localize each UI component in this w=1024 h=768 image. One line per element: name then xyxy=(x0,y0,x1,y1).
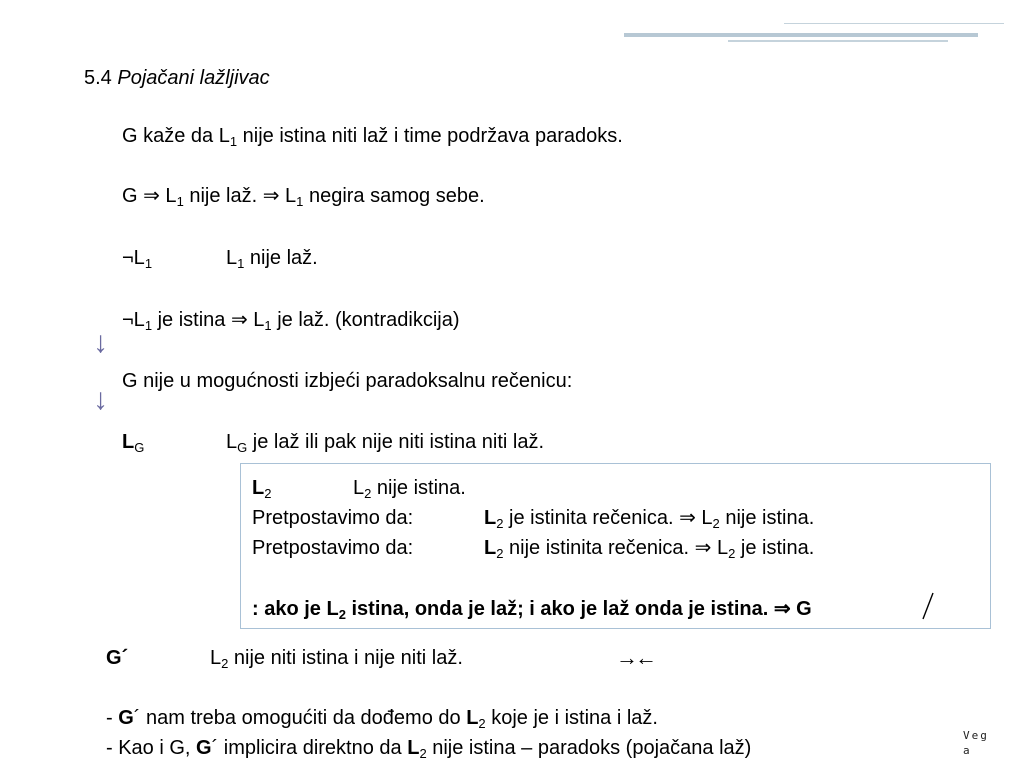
down-arrow-icon: ↓ xyxy=(93,326,108,359)
bullet-line-1: - G´ nam treba omogućiti da dođemo do $L_2$ koje je i istina i laž. xyxy=(106,707,658,731)
text-line-1: G kaže da $L_1$ nije istina niti laž i time podržava paradoks. xyxy=(122,125,623,149)
text-line-5: G nije u mogućnosti izbjeći paradoksalnu rečenicu: xyxy=(122,370,573,392)
text-line-6: $L_G$ xyxy=(122,431,145,455)
text-line-2: G ⇒ $L_1$ nije laž. ⇒ $L_1$ negira samog sebe. xyxy=(122,185,485,209)
header-line-top xyxy=(784,23,1004,24)
contradiction-arrows-icon: →← xyxy=(616,645,654,670)
box-row-4: : ako je $L_2$ istina, onda je laž; i ako je laž onda je istina. ⇒ G xyxy=(252,598,812,622)
box-row-2-lead: Pretpostavimo da: xyxy=(252,507,414,529)
box-row-2: $L_2$ je istinita rečenica. ⇒ $L_2$ nije istina. xyxy=(484,507,815,531)
header-line-bottom xyxy=(728,40,948,42)
g-prime-line: G´ xyxy=(106,647,129,669)
box-row-1: $L_2$ xyxy=(252,477,272,501)
box-row-1-right: $L_2$ nije istina. xyxy=(353,477,466,501)
down-arrow-icon: ↓ xyxy=(93,383,108,416)
box-row-3: $L_2$ nije istinita rečenica. ⇒ $L_2$ je istina. xyxy=(484,537,815,561)
section-number: 5.4 xyxy=(84,67,112,89)
text-line-3-right: $L_1$ nije laž. xyxy=(226,247,318,271)
text-line-4: $\neg L_1$ je istina ⇒ $L_1$ je laž. (kontradikcija) xyxy=(122,309,460,333)
box-row-3-lead: Pretpostavimo da: xyxy=(252,537,414,559)
text-line-6-right: $L_G$ je laž ili pak nije niti istina niti laž. xyxy=(226,431,545,455)
negation-slash-icon xyxy=(918,591,938,621)
footer-author: Veg a xyxy=(963,729,989,757)
bullet-line-2: - Kao i G, G´ implicira direktno da $L_2$ nije istina – paradoks (pojačana laž) xyxy=(106,737,752,761)
header-bar-thick xyxy=(624,33,978,37)
g-prime-line-right: $L_2$ nije niti istina i nije niti laž. xyxy=(210,647,463,671)
section-title-text: Pojačani lažljivac xyxy=(117,67,270,89)
section-title xyxy=(84,66,270,90)
text-line-3: $\neg L_1$ xyxy=(122,247,153,271)
